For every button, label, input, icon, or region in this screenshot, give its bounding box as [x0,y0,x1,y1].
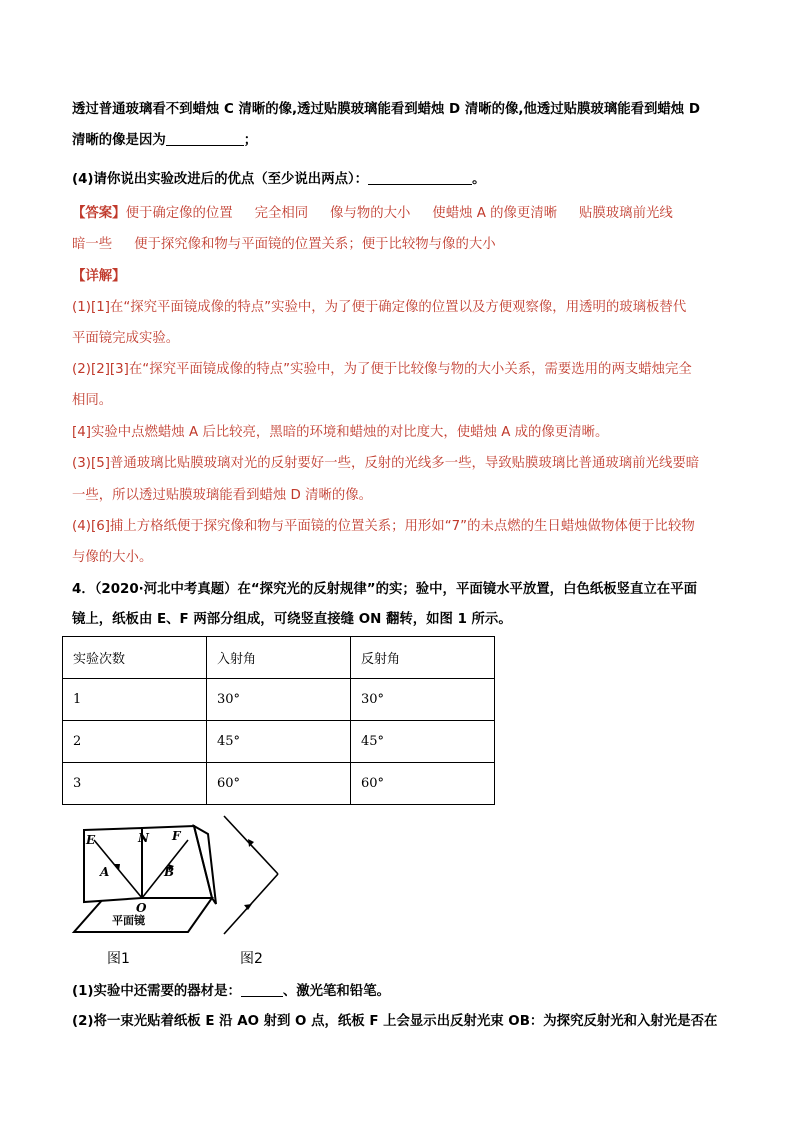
detail-line: 一些，所以透过贴膜玻璃能看到蜡烛 D 清晰的像。 [72,488,373,503]
detail-line: (2)[2][3]在“探究平面镜成像的特点”实验中，为了便于比较像与物的大小关系，需要选用的两支蜡烛完全 [72,362,692,377]
question-line: (2)将一束光贴着纸板 E 沿 AO 射到 O 点，纸板 F 上会显示出反射光束 OB：为探究反射光和入射光是否在 [72,1014,718,1029]
answer-blank[interactable] [368,170,472,185]
label-n: N [138,831,149,845]
table-cell: 45° [207,721,351,763]
text-line [72,131,257,150]
answer-blank[interactable] [241,982,283,997]
detail-line: [4]实验中点燃蜡烛 A 后比较亮，黑暗的环境和蜡烛的对比度大，使蜡烛 A 成的像更清晰。 [72,425,609,440]
figure-1-caption: 图1 [107,951,130,967]
detail-line: 与像的大小。 [72,550,153,565]
detail-line: 平面镜完成实验。 [72,331,180,346]
text-line: 透过普通玻璃看不到蜡烛 C 清晰的像,透过贴膜玻璃能看到蜡烛 D 清晰的像,他透过贴膜玻璃能看到蜡烛 D [72,102,700,117]
table-cell: 1 [63,679,207,721]
table-cell: 60° [207,763,351,805]
table-cell: 30° [351,679,495,721]
figure-1-diagram [70,820,220,940]
table-header-cell: 实验次数 [63,637,207,679]
text-segment: 。 [472,172,486,187]
label-f: F [172,829,181,843]
table-header-cell: 入射角 [207,637,351,679]
text-segment: (4)请你说出实验改进后的优点（至少说出两点）： [72,172,369,187]
label-e: E [86,833,96,847]
text-segment: ； [243,133,258,148]
text-segment: 、激光笔和铅笔。 [282,984,390,999]
table-cell: 3 [63,763,207,805]
text-segment: (1)实验中还需要的器材是： [72,984,241,999]
label-b: B [164,865,175,879]
table-cell: 30° [207,679,351,721]
detail-line: (1)[1]在“探究平面镜成像的特点”实验中，为了便于确定像的位置以及方便观察像，用透明的玻璃板替代 [72,300,687,315]
figure-2-diagram [216,812,286,942]
table-row [63,721,495,763]
data-table [62,636,495,805]
answer-line: 暗一些 便于探究像和物与平面镜的位置关系；便于比较物与像的大小 [72,237,496,252]
label-o: O [136,901,147,915]
answer-line [72,205,673,223]
question-line: 镜上，纸板由 E、F 两部分组成，可绕竖直接缝 ON 翻转，如图 1 所示。 [72,612,512,627]
question-line [72,982,390,1001]
text-segment: 便于确定像的位置 完全相同 像与物的大小 使蜡烛 A 的像更清晰 贴膜玻璃前光线 [125,206,673,221]
table-cell: 60° [351,763,495,805]
question-line: 4．（2020·河北中考真题）在“探究光的反射规律”的实；验中，平面镜水平放置，白色纸板竖直立在平面 [72,582,697,597]
table-header-row [63,637,495,679]
table-row [63,763,495,805]
detail-line: (3)[5]普通玻璃比贴膜玻璃对光的反射要好一些，反射的光线多一些，导致贴膜玻璃比普通玻璃前光线要暗 [72,456,700,471]
label-mirror: 平面镜 [112,914,145,927]
answer-blank[interactable] [166,131,244,146]
text-line [72,170,485,189]
table-row [63,679,495,721]
detail-tag: 【详解】 [72,269,126,284]
table-cell: 2 [63,721,207,763]
detail-line: (4)[6]捕上方格纸便于探究像和物与平面镜的位置关系；用形如“7”的未点燃的生日蜡烛做物体便于比较物 [72,519,695,534]
table-header-cell: 反射角 [351,637,495,679]
figure-2-caption: 图2 [240,951,263,967]
detail-line: 相同。 [72,393,113,408]
answer-tag: 【答案】 [72,206,126,221]
table-cell: 45° [351,721,495,763]
text-segment: 清晰的像是因为 [72,133,166,148]
label-a: A [100,865,110,879]
